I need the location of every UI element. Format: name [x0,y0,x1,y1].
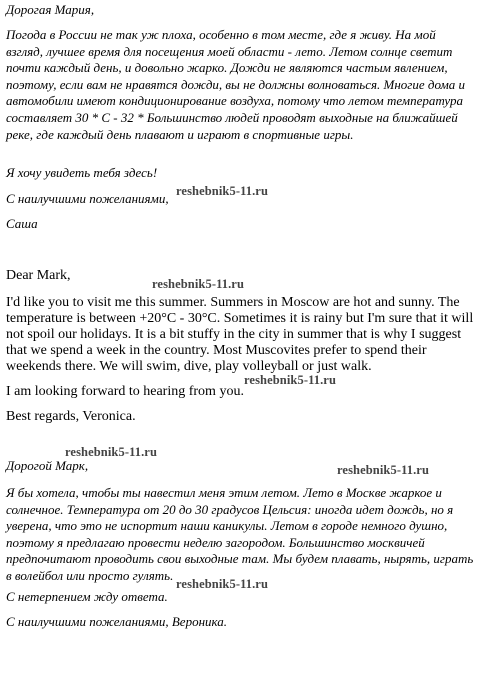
watermark: reshebnik5-11.ru [176,184,269,198]
looking-forward-en: I am looking forward to hearing from you. [6,384,244,399]
watermark: reshebnik5-11.ru [152,277,245,291]
closing-en: Best regards, Veronica. [6,409,136,424]
letter-body-ru-1: Погода в России не так уж плоха, особенно в том месте, где я живу. На мой взгляд, лучшее время для посещения моей области - лето. Летом солнце светит почти каждый день, и довольно жарко. Дожди не являются частым явлением, поэтому, если вам не нравятся дожди, вы не должны волноваться. Многие дома и автомобили имеют кондиционирование воздуха, потому что летом температура составляет 30 * С - 32 * Большинство людей проводят выходные на ближайшей реке, где каждый день плавают и играют в спортивные игры. [6,27,466,142]
greeting-mark-en: Dear Mark, [6,268,71,283]
signature-sasha: Саша [6,216,38,231]
watermark: reshebnik5-11.ru [337,463,430,477]
watermark: reshebnik5-11.ru [65,445,158,459]
greeting-mark-ru: Дорогой Марк, [6,458,89,473]
watermark: reshebnik5-11.ru [176,577,269,591]
closing-ru-2: С наилучшими пожеланиями, Вероника. [6,614,228,629]
looking-forward-ru: С нетерпением жду ответа. [6,589,168,604]
letter-body-en: I'd like you to visit me this summer. Summers in Moscow are hot and sunny. The temperature is between +20°C - 30°C. Sometimes it is rainy but I'm sure that it will not spoil our holidays. It is a bit stuffy in the city in summer that is why I suggest that we spend a week in the country. Most Muscovites prefer to spend their weekends there. We will swim, dive, play volleyball or just walk. [6,295,474,374]
watermark: reshebnik5-11.ru [244,373,337,387]
closing-ru-1: С наилучшими пожеланиями, [6,191,169,206]
greeting-maria: Дорогая Мария, [6,2,95,17]
letter-body-ru-2: Я бы хотела, чтобы ты навестил меня этим летом. Лето в Москве жаркое и солнечное. Температура от 20 до 30 градусов Цельсия: иногда идет дождь, но я уверена, что это не испортит наши каникулы. Летом в городе немного душно, поэтому я предлагаю провести неделю загородом. Большинство москвичей предпочитают проводить свои выходные там. Мы будем плавать, нырять, играть в волейбол или просто гулять. [6,485,474,583]
wish-line: Я хочу увидеть тебя здесь! [6,165,158,180]
